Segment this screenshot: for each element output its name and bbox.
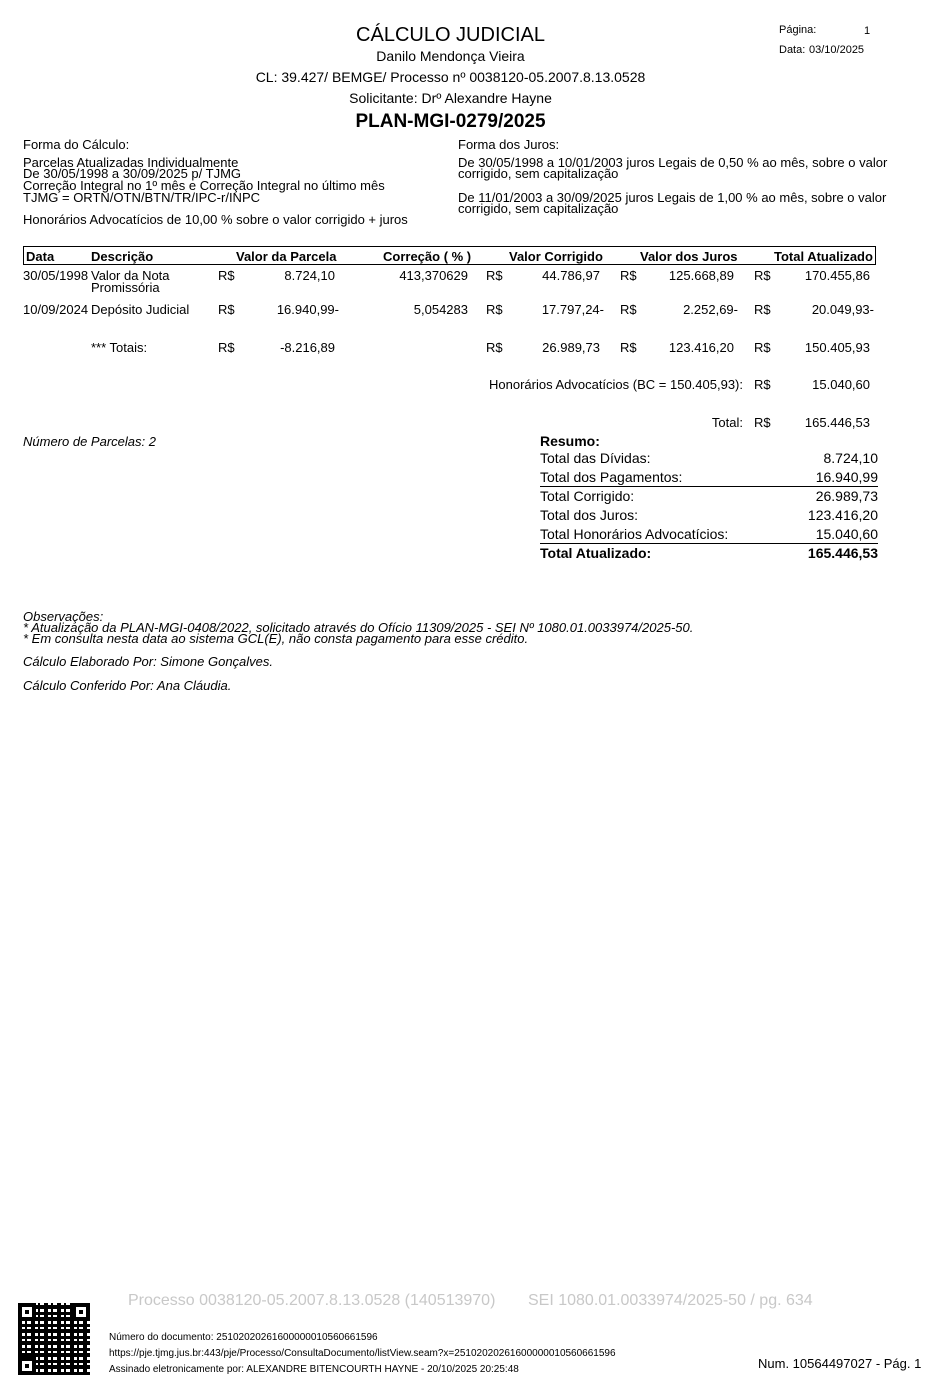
grand-total-label: Total: [711,415,743,430]
checked-by: Cálculo Conferido Por: Ana Cláudia. [23,678,232,693]
summary-label: Total das Dívidas: [540,450,651,466]
fees-description: Honorários Advocatícios de 10,00 % sobre o valor corrigido + juros [23,212,408,227]
signature-line: Assinado eletronicamente por: ALEXANDRE BITENCOURTH HAYNE - 20/10/2025 20:25:48 [109,1364,519,1375]
table-cell-total: 170.455,86 [804,268,870,283]
totals-corrected: 26.989,73 [542,340,600,355]
calc-form-line: Correção Integral no 1º mês e Correção Integral no último mês [23,178,385,193]
page-number: 1 [864,25,871,37]
watermark-process: Processo 0038120-05.2007.8.13.0528 (140513970) [128,1292,496,1309]
plan-code: PLAN-MGI-0279/2025 [355,111,546,132]
qr-code-icon [18,1303,90,1375]
summary-divider [540,486,878,487]
currency-symbol: R$ [218,268,235,283]
qr-finder-icon [18,1303,36,1321]
summary-value: 123.416,20 [807,507,878,523]
calc-form-line: De 30/05/1998 a 30/09/2025 p/ TJMG [23,166,242,181]
summary-label: Total dos Juros: [540,507,639,523]
col-header-parcel: Valor da Parcela [236,249,337,264]
table-cell-correction: 413,370629 [399,268,468,283]
col-header-total: Total Atualizado [774,249,873,264]
col-header-date: Data [26,249,55,264]
document-url[interactable]: https://pje.tjmg.jus.br:443/pje/Processo/ConsultaDocumento/listView.seam?x=25102020261600000010560661596 [109,1348,616,1359]
parcel-count: Número de Parcelas: 2 [23,434,156,449]
col-header-description: Descrição [91,249,154,264]
table-cell-description-cont: Promissória [91,280,160,295]
table-cell-corrected: 17.797,24- [541,302,604,317]
summary-value: 8.724,10 [823,450,878,466]
totals-parcel: -8.216,89 [280,340,335,355]
qr-finder-icon [18,1357,36,1375]
currency-symbol: R$ [620,268,637,283]
table-cell-date: 30/05/1998 [23,268,89,283]
table-cell-interest: 2.252,69- [683,302,738,317]
table-cell-correction: 5,054283 [413,302,468,317]
date-value: 03/10/2025 [809,44,865,56]
document-number: Número do documento: 25102020261600000010560661596 [109,1332,378,1343]
currency-symbol: R$ [754,340,771,355]
interest-period-2-cont: corrigido, sem capitalização [458,201,619,216]
page-label: Página: [779,24,817,36]
currency-symbol: R$ [754,302,771,317]
table-cell-description: Depósito Judicial [91,302,190,317]
col-header-corrected: Valor Corrigido [509,249,603,264]
totals-interest: 123.416,20 [668,340,734,355]
watermark-sei: SEI 1080.01.0033974/2025-50 / pg. 634 [528,1292,813,1309]
summary-value: 15.040,60 [815,526,878,542]
totals-label: *** Totais: [91,340,148,355]
grand-total-value: 165.446,53 [804,415,870,430]
currency-symbol: R$ [620,340,637,355]
summary-final-label: Total Atualizado: [540,545,652,561]
footer-page-number: Num. 10564497027 - Pág. 1 [758,1356,922,1371]
currency-symbol: R$ [754,268,771,283]
interest-period-2: De 11/01/2003 a 30/09/2025 juros Legais de 1,00 % ao mês, sobre o valor [458,190,887,205]
currency-symbol: R$ [754,377,771,392]
interest-period-1: De 30/05/1998 a 10/01/2003 juros Legais de 0,50 % ao mês, sobre o valor [458,155,888,170]
calc-form-line: TJMG = ORTN/OTN/BTN/TR/IPC-r/INPC [23,190,261,205]
table-cell-date: 10/09/2024 [23,302,89,317]
qr-finder-icon [72,1303,90,1321]
currency-symbol: R$ [218,302,235,317]
summary-divider [540,543,878,544]
debtor-name: Danilo Mendonça Vieira [376,48,525,64]
process-line: CL: 39.427/ BEMGE/ Processo nº 0038120-05.2007.8.13.0528 [255,69,646,85]
summary-value: 26.989,73 [815,488,878,504]
notes-label: Observações: [23,609,104,624]
table-cell-total: 20.049,93- [811,302,874,317]
date-label: Data: [779,44,806,56]
table-cell-description: Valor da Nota [91,268,170,283]
notes-line: * Atualização da PLAN-MGI-0408/2022, solicitado através do Ofício 11309/2025 - SEI Nº 1080.01.0033974/2025-50. [23,620,694,635]
document-title: CÁLCULO JUDICIAL [356,24,545,46]
table-cell-corrected: 44.786,97 [542,268,600,283]
calc-form-line: Parcelas Atualizadas Individualmente [23,155,239,170]
summary-final-value: 165.446,53 [807,545,878,561]
summary-label: Total Honorários Advocatícios: [540,526,729,542]
currency-symbol: R$ [486,340,503,355]
summary-label: Total Corrigido: [540,488,635,504]
elaborated-by: Cálculo Elaborado Por: Simone Gonçalves. [23,654,274,669]
currency-symbol: R$ [620,302,637,317]
totals-total: 150.405,93 [804,340,870,355]
summary-label: Total dos Pagamentos: [540,469,683,485]
fees-label: Honorários Advocatícios (BC = 150.405,93): [488,377,743,392]
col-header-correction: Correção ( % ) [383,249,472,264]
col-header-interest: Valor dos Juros [640,249,738,264]
table-cell-parcel: 16.940,99- [276,302,339,317]
currency-symbol: R$ [754,415,771,430]
summary-title: Resumo: [540,433,600,449]
table-cell-parcel: 8.724,10 [284,268,335,283]
currency-symbol: R$ [218,340,235,355]
interest-form-label: Forma dos Juros: [458,137,560,152]
currency-symbol: R$ [486,268,503,283]
calc-form-label: Forma do Cálculo: [23,137,130,152]
table-cell-interest: 125.668,89 [668,268,734,283]
fees-value: 15.040,60 [812,377,870,392]
interest-period-1-cont: corrigido, sem capitalização [458,166,619,181]
summary-value: 16.940,99 [815,469,878,485]
requester-line: Solicitante: Drº Alexandre Hayne [349,90,552,106]
notes-line: * Em consulta nesta data ao sistema GCL(E), não consta pagamento para esse crédito. [23,631,529,646]
currency-symbol: R$ [486,302,503,317]
